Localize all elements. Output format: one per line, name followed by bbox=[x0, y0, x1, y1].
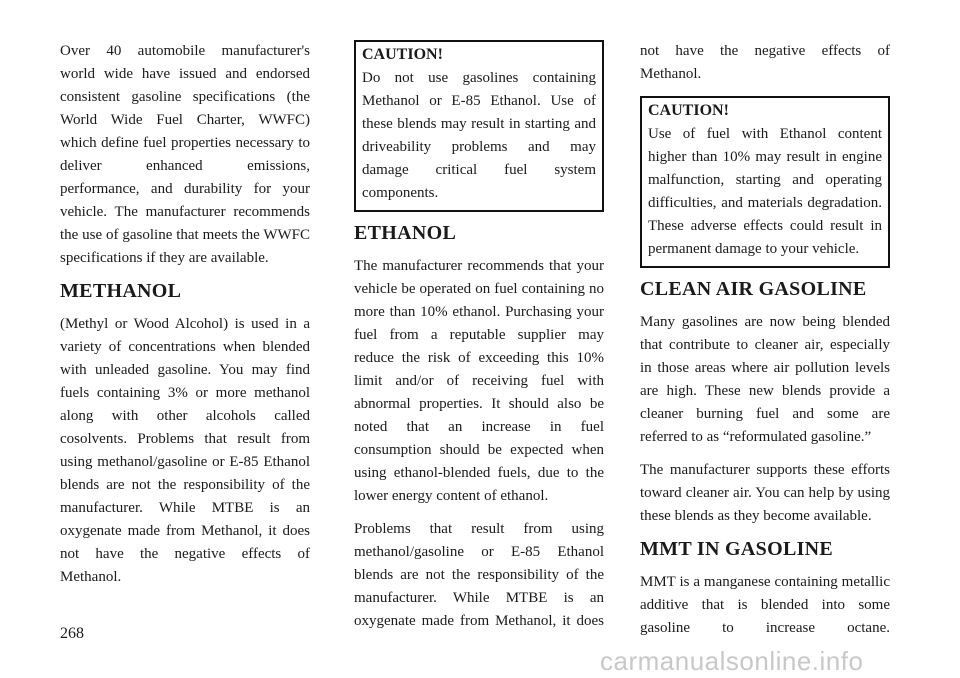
continuation-paragraph: not have the negative effects of Methanol. bbox=[640, 43, 890, 82]
ethanol-paragraph-1: The manufacturer recommends that your vehicle be operated on fuel containing no more than 10% ethanol. Purchasing your fuel from a reputable supplier may reduce the risk of exceeding this 10% limit and/or of receiving fuel with abnormal properties. It should also be noted that an increase in fuel consumption should be expected when using ethanol-blended fuels, due to the lower energy content of ethanol. bbox=[354, 258, 604, 504]
caution-title: CAUTION! bbox=[362, 46, 443, 63]
mmt-paragraph: MMT is a manganese containing metallic additive that is blended into some gasoline to increase octane. bbox=[640, 574, 890, 636]
clean-air-heading: CLEAN AIR GASOLINE bbox=[640, 278, 867, 300]
watermark-text: carmanualsonline.info bbox=[600, 646, 864, 676]
intro-paragraph: Over 40 automobile manufacturer's world wide have issued and endorsed consistent gasoline specifications (the World Wide Fuel Charter, WWFC) which define fuel properties necessary to deliver enhanced emissions, performance, and durability for your vehicle. The manufacturer recommends the use of gasoline that meets the WWFC specifications if they are available. bbox=[60, 43, 310, 266]
column-left bbox=[60, 40, 310, 599]
methanol-heading: METHANOL bbox=[60, 280, 182, 302]
caution-box-methanol bbox=[354, 40, 604, 212]
clean-air-paragraph-2: The manufacturer supports these efforts toward cleaner air. You can help by using these blends as they become available. bbox=[640, 462, 890, 524]
ethanol-heading: ETHANOL bbox=[354, 222, 457, 244]
ethanol-paragraph-2: Problems that result from using methanol/gasoline or E-85 Ethanol blends are not the responsibility of the manufacturer. While MTBE is an oxygenate made from Methanol, it does bbox=[354, 521, 604, 629]
column-right bbox=[640, 40, 890, 650]
caution-text: Use of fuel with Ethanol content higher than 10% may result in engine malfunction, starting and operating difficulties, and materials degradation. These adverse effects could result in permanent damage to your vehicle. bbox=[648, 126, 882, 257]
caution-text: Do not use gasolines containing Methanol or E-85 Ethanol. Use of these blends may result in starting and driveability problems and may damage critical fuel system components. bbox=[362, 70, 596, 201]
column-middle bbox=[354, 40, 604, 643]
mmt-heading: MMT IN GASOLINE bbox=[640, 538, 834, 560]
page-number: 268 bbox=[60, 625, 84, 642]
caution-box-ethanol bbox=[640, 96, 890, 268]
caution-title: CAUTION! bbox=[648, 102, 729, 119]
clean-air-paragraph-1: Many gasolines are now being blended that contribute to cleaner air, especially in those areas where air pollution levels are high. These new blends provide a cleaner burning fuel and some are referred to as “reformulated gasoline.” bbox=[640, 314, 890, 445]
methanol-paragraph: (Methyl or Wood Alcohol) is used in a variety of concentrations when blended with unleaded gasoline. You may find fuels containing 3% or more methanol along with other alcohols called cosolvents. Problems that result from using methanol/gasoline or E-85 Ethanol blends are not the responsibility of the manufacturer. While MTBE is an oxygenate made from Methanol, it does not have the negative effects of Methanol. bbox=[60, 316, 310, 585]
